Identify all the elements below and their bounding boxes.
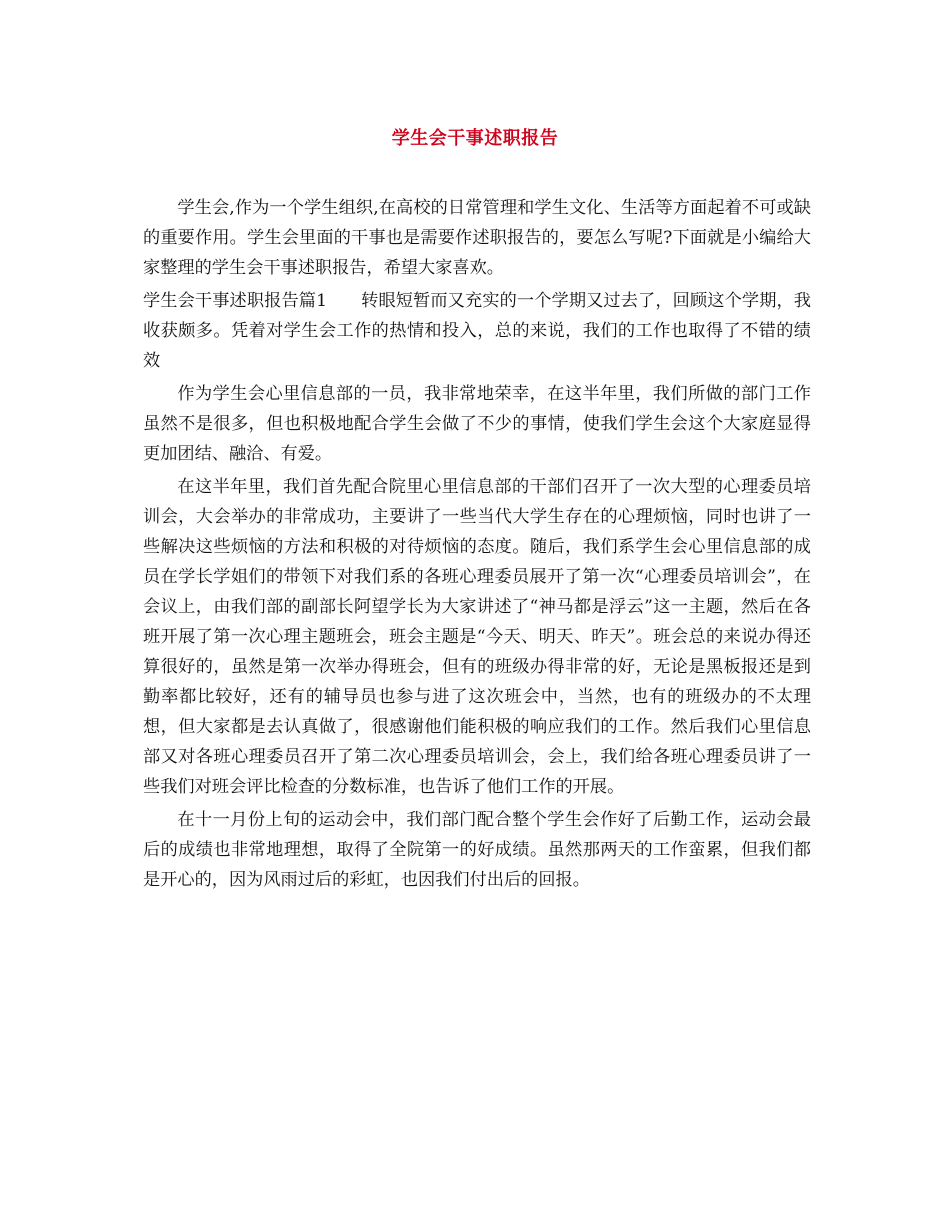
document-title: 学生会干事述职报告 — [391, 128, 559, 149]
body-paragraph-3: 在十一月份上旬的运动会中，我们部门配合整个学生会作好了后勤工作，运动会最后的成绩也非常地理想，取得了全院第一的好成绩。虽然那两天的工作蛮累，但我们都是开心的，因为风雨过后的彩虹，也因我们付出后的回报。 — [143, 810, 811, 890]
document-body — [143, 193, 811, 898]
intro-paragraph: 学生会,作为一个学生组织,在高校的日常管理和学生文化、生活等方面起着不可或缺的重要作用。学生会里面的干事也是需要作述职报告的，要怎么写呢?下面就是小编给大家整理的学生会干事述职报告，希望大家喜欢。 — [143, 198, 811, 278]
body-paragraph-1: 作为学生会心里信息部的一员，我非常地荣幸，在这半年里，我们所做的部门工作虽然不是很多，但也积极地配合学生会做了不少的事情，使我们学生会这个大家庭显得更加团结、融洽、有爱。 — [143, 384, 811, 464]
section-opening-text: 转眼短暂而又充实的一个学期又过去了，回顾这个学期，我收获颇多。凭着对学生会工作的热情和投入，总的来说，我们的工作也取得了不错的绩效 — [143, 291, 811, 371]
body-paragraph-2: 在这半年里，我们首先配合院里心里信息部的干部们召开了一次大型的心理委员培训会，大会举办的非常成功，主要讲了一些当代大学生存在的心理烦恼，同时也讲了一些解决这些烦恼的方法和积极的对待烦恼的态度。随后，我们系学生会心里信息部的成员在学长学姐们的带领下对我们系的各班心理委员展开了第一次“心理委员培训会”，在会议上，由我们部的副部长阿望学长为大家讲述了“神马都是浮云”这一主题，然后在各班开展了第一次心理主题班会，班会主题是“今天、明天、昨天”。班会总的来说办得还算很好的，虽然是第一次举办得班会，但有的班级办得非常的好，无论是黑板报还是到勤率都比较好，还有的辅导员也参与进了这次班会中，当然，也有的班级办的不太理想，但大家都是去认真做了，很感谢他们能积极的响应我们的工作。然后我们心里信息部又对各班心理委员召开了第二次心理委员培训会，会上，我们给各班心理委员讲了一些我们对班会评比检查的分数标准，也告诉了他们工作的开展。 — [143, 477, 811, 797]
section-label: 学生会干事述职报告篇1 — [143, 291, 328, 311]
section-paragraph — [143, 286, 811, 376]
